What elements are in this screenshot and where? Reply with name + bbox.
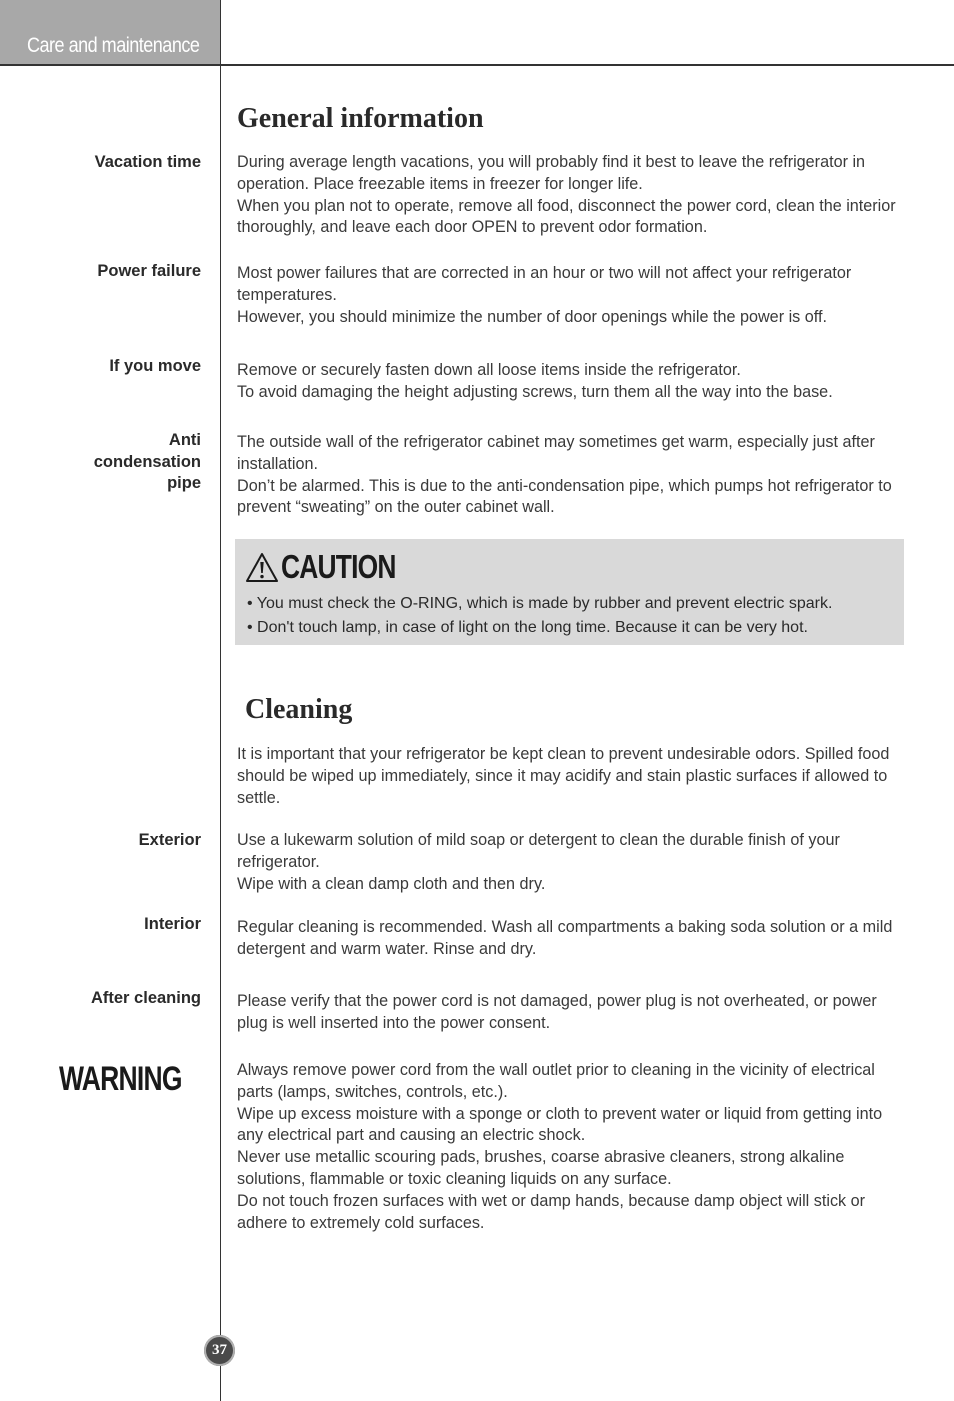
label-line: pipe [167,474,201,492]
paragraph: Most power failures that are corrected in an hour or two will not affect your refrigerator temperatures. [237,264,852,304]
general-information-heading: General information [237,103,484,134]
vacation-time-label: Vacation time [94,153,201,171]
warning-title [57,1060,207,1096]
warning-text [237,1060,905,1234]
paragraph: To avoid damaging the height adjusting screws, turn them all the way into the base. [237,382,833,401]
exterior-label: Exterior [138,831,201,849]
label-line: condensation [93,452,201,471]
caution-item: • Don't touch lamp, in case of light on the long time. Because it can be very hot. [247,619,808,636]
paragraph: Do not touch frozen surfaces with wet or damp hands, because damp object will stick or adhere to extremely cold surfaces. [237,1191,866,1232]
power-failure-text [237,263,905,328]
page-number-badge: 37 [204,1335,235,1366]
caution-word: CAUTION [281,548,396,585]
paragraph: Remove or securely fasten down all loose items inside the refrigerator. [237,361,741,379]
warning-triangle-icon [245,552,279,583]
paragraph: Use a lukewarm solution of mild soap or detergent to clean the durable finish of your refrigerator. [237,831,840,871]
warning-word: WARNING [59,1060,182,1098]
section-title: Care and maintenance [27,34,200,57]
anti-condensation-pipe-text [237,432,905,519]
paragraph: However, you should minimize the number of door openings while the power is off. [237,307,827,326]
caution-title [245,547,424,583]
paragraph: Never use metallic scouring pads, brushes, coarse abrasive cleaners, strong alkaline solutions, flammable or toxic cleaning liquids on any surface. [237,1148,845,1188]
cleaning-heading: Cleaning [245,694,353,725]
paragraph: Don’t be alarmed. This is due to the anti-condensation pipe, which pumps hot refrigerator to prevent “sweating” on the outer cabinet wall. [237,476,892,517]
after-cleaning-label: After cleaning [90,989,201,1007]
section-header-tab [0,0,220,64]
after-cleaning-text: Please verify that the power cord is not damaged, power plug is not overheated, or power plug is well inserted into the power consent. [237,992,877,1032]
header-divider [0,64,954,66]
anti-condensation-pipe-label [11,430,201,495]
paragraph: Always remove power cord from the wall outlet prior to cleaning in the vicinity of electrical parts (lamps, switches, controls, etc.). [237,1061,875,1101]
caution-box [235,539,904,645]
if-you-move-text [237,360,905,404]
label-line: Anti [168,431,201,449]
exterior-text [237,830,905,895]
paragraph: Wipe up excess moisture with a sponge or cloth to prevent water or liquid from getting into any electrical part and causing an electric shock. [237,1104,883,1145]
interior-label: Interior [144,915,201,933]
paragraph: During average length vacations, you will probably find it best to leave the refrigerator in operation. Place freezable items in freezer for longer life. [237,153,866,193]
cleaning-intro-text: It is important that your refrigerator be kept clean to prevent undesirable odors. Spilled food should be wiped up immediately, since it may acidify and stain plastic surfaces if allowed to settle. [237,745,890,807]
power-failure-label: Power failure [97,262,201,280]
paragraph: When you plan not to operate, remove all food, disconnect the power cord, clean the interior thoroughly, and leave each door OPEN to prevent odor formation. [237,196,896,237]
if-you-move-label: If you move [109,357,201,375]
paragraph: The outside wall of the refrigerator cabinet may sometimes get warm, especially just after installation. [237,433,875,473]
interior-text: Regular cleaning is recommended. Wash all compartments a baking soda solution or a mild detergent and warm water. Rinse and dry. [237,918,893,958]
caution-item: • You must check the O-RING, which is made by rubber and prevent electric spark. [247,595,833,612]
paragraph: Wipe with a clean damp cloth and then dry. [237,874,546,893]
vacation-time-text [237,152,905,239]
column-divider [220,0,221,1401]
caution-list [247,592,832,640]
